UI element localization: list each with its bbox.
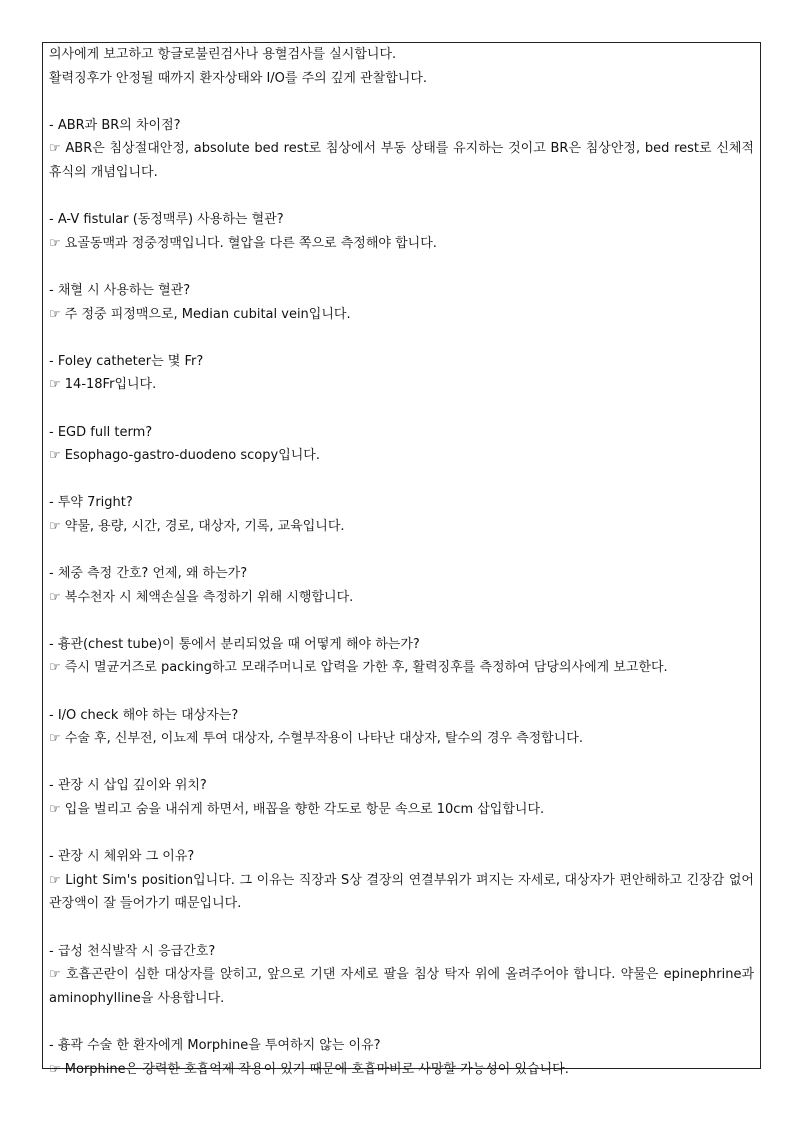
- question-text: - 채혈 시 사용하는 혈관?: [49, 282, 191, 298]
- answer-text: ☞ 주 정중 피정맥으로, Median cubital vein입니다.: [49, 306, 351, 322]
- question-text: - EGD full term?: [49, 424, 153, 440]
- qa-item-blood-draw-vein: [49, 279, 754, 326]
- qa-item-chest-tube: [49, 633, 754, 680]
- spacer: [49, 326, 754, 350]
- spacer: [49, 751, 754, 775]
- answer-text: ☞ 입을 벌리고 숨을 내쉬게 하면서, 배꼽을 향한 각도로 항문 속으로 10cm 삽입합니다.: [49, 802, 545, 817]
- answer-text: ☞ 약물, 용량, 시간, 경로, 대상자, 기록, 교육입니다.: [49, 518, 345, 534]
- question-text: - 체중 측정 간호? 언제, 왜 하는가?: [49, 566, 248, 582]
- intro-line-1: 의사에게 보고하고 항글로불린검사나 용혈검사를 실시합니다.: [49, 47, 397, 62]
- answer-text: ☞ 호흡곤란이 심한 대상자를 앉히고, 앞으로 기댄 자세로 팔을 침상 탁자 위에 올려주어야 합니다. 약물은 epinephrine과 aminophylline을 사용합니다.: [49, 967, 754, 1006]
- question-text: - 흉곽 수술 한 환자에게 Morphine을 투여하지 않는 이유?: [49, 1037, 381, 1053]
- qa-item-foley-catheter: [49, 350, 754, 397]
- answer-text: ☞ 요골동맥과 정중정맥입니다. 혈압을 다른 쪽으로 측정해야 합니다.: [49, 235, 437, 251]
- answer-text: ☞ 복수천자 시 체액손실을 측정하기 위해 시행합니다.: [49, 589, 354, 605]
- answer-text: ☞ Esophago-gastro-duodeno scopy입니다.: [49, 448, 321, 464]
- spacer: [49, 916, 754, 940]
- spacer: [49, 468, 754, 492]
- question-text: - Foley catheter는 몇 Fr?: [49, 353, 204, 369]
- question-text: - A-V fistular (동정맥루) 사용하는 혈관?: [49, 212, 284, 228]
- spacer: [49, 538, 754, 562]
- question-text: - 흉관(chest tube)이 통에서 분리되었을 때 어떻게 해야 하는가?: [49, 636, 420, 652]
- spacer: [49, 680, 754, 704]
- answer-text: ☞ 수술 후, 신부전, 이뇨제 투여 대상자, 수혈부작용이 나타난 대상자, 탈수의 경우 측정합니다.: [49, 731, 583, 747]
- spacer: [49, 185, 754, 209]
- qa-item-weight-measure: [49, 562, 754, 609]
- document-frame: [42, 42, 761, 1077]
- qa-item-asthma-attack: [49, 940, 754, 1011]
- question-text: - I/O check 해야 하는 대상자는?: [49, 707, 239, 723]
- question-text: - 투약 7right?: [49, 495, 133, 511]
- qa-item-enema-depth: [49, 774, 754, 821]
- answer-text: ☞ Morphine은 강력한 호흡억제 작용이 있기 때문에 호흡마비로 사망할 가능성이 있습니다.: [49, 1061, 569, 1077]
- qa-item-7-rights: [49, 491, 754, 538]
- question-text: - ABR과 BR의 차이점?: [49, 117, 181, 133]
- qa-item-io-check: [49, 704, 754, 751]
- question-text: - 관장 시 체위와 그 이유?: [49, 849, 195, 865]
- answer-text: ☞ ABR은 침상절대안정, absolute bed rest로 침상에서 부동 상태를 유지하는 것이고 BR은 침상안정, bed rest로 신체적 휴식의 개념입니다.: [49, 141, 754, 180]
- qa-item-morphine: [49, 1034, 754, 1081]
- answer-text: ☞ 14-18Fr입니다.: [49, 377, 157, 393]
- spacer: [49, 822, 754, 846]
- qa-item-egd: [49, 421, 754, 468]
- qa-item-enema-position: [49, 845, 754, 916]
- spacer: [49, 609, 754, 633]
- spacer: [49, 397, 754, 421]
- qa-item-av-fistula: [49, 208, 754, 255]
- intro-line-2: 활력징후가 안정될 때까지 환자상태와 I/O를 주의 깊게 관찰합니다.: [49, 70, 428, 86]
- answer-text: ☞ 즉시 멸균거즈로 packing하고 모래주머니로 압력을 가한 후, 활력징후를 측정하여 담당의사에게 보고한다.: [49, 660, 668, 676]
- question-text: - 관장 시 삽입 깊이와 위치?: [49, 778, 207, 794]
- qa-item-abr-br: [49, 114, 754, 185]
- question-text: - 급성 천식발작 시 응급간호?: [49, 943, 216, 959]
- answer-text: ☞ Light Sim's position입니다. 그 이유는 직장과 S상 결장의 연결부위가 펴지는 자세로, 대상자가 편안해하고 긴장감 없어 관장액이 잘 들어가기 때문입니다.: [49, 872, 754, 912]
- spacer: [49, 1010, 754, 1034]
- spacer: [49, 255, 754, 279]
- spacer: [49, 90, 754, 114]
